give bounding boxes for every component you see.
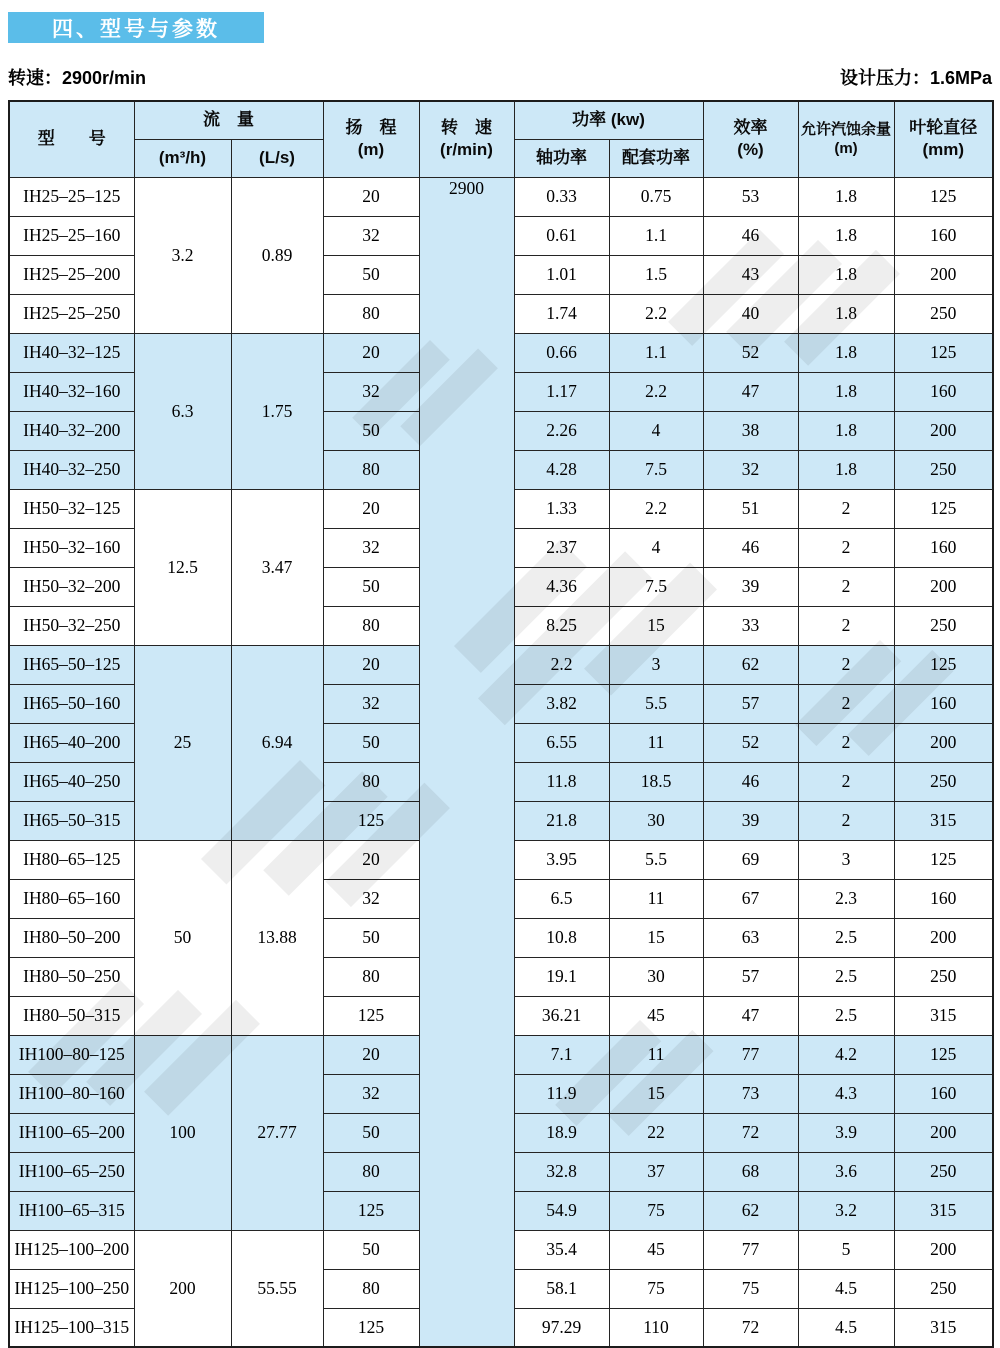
motor-power-cell: 11: [609, 1035, 703, 1074]
shaft-power-cell: 11.8: [514, 762, 609, 801]
shaft-power-cell: 58.1: [514, 1269, 609, 1308]
model-cell: IH40–32–200: [9, 411, 134, 450]
impeller-cell: 160: [894, 528, 993, 567]
head-cell: 125: [323, 801, 419, 840]
head-cell: 80: [323, 294, 419, 333]
npsh-unit: (m): [834, 140, 858, 158]
impeller-cell: 160: [894, 879, 993, 918]
head-cell: 50: [323, 723, 419, 762]
motor-power-cell: 2.2: [609, 489, 703, 528]
npsh-cell: 4.5: [798, 1308, 894, 1347]
head-cell: 125: [323, 996, 419, 1035]
head-cell: 20: [323, 1035, 419, 1074]
head-cell: 32: [323, 372, 419, 411]
shaft-power-cell: 4.28: [514, 450, 609, 489]
speed-cell: 2900: [419, 177, 514, 1347]
model-cell: IH40–32–250: [9, 450, 134, 489]
motor-power-cell: 7.5: [609, 567, 703, 606]
model-cell: IH50–32–125: [9, 489, 134, 528]
col-header-impeller: [894, 101, 993, 177]
head-cell: 32: [323, 528, 419, 567]
col-header-npsh: [798, 101, 894, 177]
impeller-cell: 250: [894, 1152, 993, 1191]
motor-power-cell: 3: [609, 645, 703, 684]
head-cell: 20: [323, 333, 419, 372]
shaft-power-cell: 18.9: [514, 1113, 609, 1152]
motor-power-cell: 45: [609, 1230, 703, 1269]
efficiency-cell: 62: [703, 645, 798, 684]
efficiency-cell: 39: [703, 567, 798, 606]
efficiency-cell: 47: [703, 372, 798, 411]
efficiency-cell: 63: [703, 918, 798, 957]
motor-power-cell: 11: [609, 723, 703, 762]
shaft-power-cell: 4.36: [514, 567, 609, 606]
efficiency-cell: 67: [703, 879, 798, 918]
flow-ls-cell: 55.55: [231, 1230, 323, 1347]
model-cell: IH25–25–250: [9, 294, 134, 333]
model-cell: IH80–65–125: [9, 840, 134, 879]
efficiency-cell: 57: [703, 684, 798, 723]
motor-power-cell: 11: [609, 879, 703, 918]
section-banner: [8, 12, 264, 43]
head-cell: 80: [323, 1152, 419, 1191]
npsh-cell: 2: [798, 489, 894, 528]
model-cell: IH80–50–200: [9, 918, 134, 957]
impeller-cell: 315: [894, 996, 993, 1035]
impeller-cell: 200: [894, 411, 993, 450]
npsh-cell: 3.2: [798, 1191, 894, 1230]
model-cell: IH40–32–125: [9, 333, 134, 372]
head-cell: 50: [323, 411, 419, 450]
model-cell: IH125–100–250: [9, 1269, 134, 1308]
shaft-power-cell: 6.5: [514, 879, 609, 918]
npsh-cell: 4.2: [798, 1035, 894, 1074]
motor-power-cell: 30: [609, 957, 703, 996]
efficiency-cell: 40: [703, 294, 798, 333]
flow-m3h-cell: 12.5: [134, 489, 231, 645]
shaft-power-cell: 21.8: [514, 801, 609, 840]
motor-power-cell: 1.1: [609, 333, 703, 372]
npsh-cell: 4.3: [798, 1074, 894, 1113]
motor-power-cell: 30: [609, 801, 703, 840]
efficiency-cell: 52: [703, 333, 798, 372]
motor-power-cell: 45: [609, 996, 703, 1035]
npsh-cell: 2: [798, 684, 894, 723]
motor-power-cell: 1.5: [609, 255, 703, 294]
impeller-cell: 160: [894, 372, 993, 411]
shaft-power-cell: 2.37: [514, 528, 609, 567]
efficiency-cell: 43: [703, 255, 798, 294]
motor-power-cell: 18.5: [609, 762, 703, 801]
npsh-cell: 4.5: [798, 1269, 894, 1308]
rated-speed-note: 转速：2900r/min: [8, 68, 147, 88]
npsh-cell: 1.8: [798, 294, 894, 333]
motor-power-cell: 4: [609, 528, 703, 567]
flow-m3h-cell: 25: [134, 645, 231, 840]
npsh-cell: 5: [798, 1230, 894, 1269]
impeller-cell: 315: [894, 801, 993, 840]
head-cell: 50: [323, 1113, 419, 1152]
efficiency-cell: 73: [703, 1074, 798, 1113]
npsh-cell: 3: [798, 840, 894, 879]
flow-m3h-cell: 200: [134, 1230, 231, 1347]
model-cell: IH50–32–160: [9, 528, 134, 567]
efficiency-unit: (%): [737, 140, 764, 160]
efficiency-cell: 72: [703, 1113, 798, 1152]
impeller-cell: 125: [894, 840, 993, 879]
motor-power-cell: 15: [609, 918, 703, 957]
col-header-flow-ls: (L/s): [231, 139, 323, 177]
efficiency-cell: 57: [703, 957, 798, 996]
efficiency-cell: 46: [703, 528, 798, 567]
flow-ls-cell: 13.88: [231, 840, 323, 1035]
motor-power-cell: 15: [609, 606, 703, 645]
model-cell: IH100–65–250: [9, 1152, 134, 1191]
model-cell: IH25–25–125: [9, 177, 134, 216]
motor-power-cell: 110: [609, 1308, 703, 1347]
npsh-cell: 2.5: [798, 957, 894, 996]
impeller-cell: 125: [894, 177, 993, 216]
shaft-power-cell: 36.21: [514, 996, 609, 1035]
npsh-cell: 1.8: [798, 255, 894, 294]
impeller-cell: 125: [894, 645, 993, 684]
model-cell: IH100–80–125: [9, 1035, 134, 1074]
motor-power-cell: 75: [609, 1191, 703, 1230]
shaft-power-cell: 1.01: [514, 255, 609, 294]
model-cell: IH100–65–200: [9, 1113, 134, 1152]
head-cell: 20: [323, 489, 419, 528]
efficiency-cell: 53: [703, 177, 798, 216]
efficiency-cell: 47: [703, 996, 798, 1035]
impeller-label: 叶轮直径: [909, 118, 978, 138]
flow-ls-cell: 1.75: [231, 333, 323, 489]
head-cell: 20: [323, 645, 419, 684]
model-cell: IH50–32–200: [9, 567, 134, 606]
head-unit: (m): [357, 140, 385, 160]
shaft-power-cell: 54.9: [514, 1191, 609, 1230]
npsh-cell: 2.5: [798, 996, 894, 1035]
motor-power-cell: 5.5: [609, 684, 703, 723]
model-cell: IH65–50–315: [9, 801, 134, 840]
shaft-power-cell: 1.74: [514, 294, 609, 333]
npsh-cell: 2: [798, 567, 894, 606]
model-cell: IH65–40–250: [9, 762, 134, 801]
shaft-power-cell: 3.95: [514, 840, 609, 879]
head-cell: 50: [323, 1230, 419, 1269]
head-cell: 50: [323, 918, 419, 957]
motor-power-cell: 0.75: [609, 177, 703, 216]
flow-ls-cell: 6.94: [231, 645, 323, 840]
shaft-power-cell: 0.66: [514, 333, 609, 372]
model-cell: IH50–32–250: [9, 606, 134, 645]
impeller-unit: (mm): [922, 140, 965, 160]
header-row-1: [9, 101, 993, 139]
head-cell: 125: [323, 1191, 419, 1230]
impeller-cell: 200: [894, 1230, 993, 1269]
speed-unit: (r/min): [440, 140, 493, 160]
impeller-cell: 250: [894, 762, 993, 801]
shaft-power-cell: 10.8: [514, 918, 609, 957]
head-cell: 32: [323, 216, 419, 255]
motor-power-cell: 37: [609, 1152, 703, 1191]
meta-line: [8, 64, 992, 90]
impeller-cell: 250: [894, 606, 993, 645]
efficiency-cell: 62: [703, 1191, 798, 1230]
model-cell: IH100–65–315: [9, 1191, 134, 1230]
shaft-power-cell: 6.55: [514, 723, 609, 762]
col-header-power: 功率 (kw): [514, 101, 703, 139]
table-row: [9, 177, 993, 216]
impeller-cell: 250: [894, 957, 993, 996]
model-cell: IH25–25–200: [9, 255, 134, 294]
head-cell: 32: [323, 684, 419, 723]
col-header-head: [323, 101, 419, 177]
flow-m3h-cell: 100: [134, 1035, 231, 1230]
impeller-cell: 200: [894, 567, 993, 606]
efficiency-cell: 77: [703, 1035, 798, 1074]
npsh-cell: 3.6: [798, 1152, 894, 1191]
model-cell: IH40–32–160: [9, 372, 134, 411]
model-cell: IH25–25–160: [9, 216, 134, 255]
npsh-cell: 1.8: [798, 411, 894, 450]
shaft-power-cell: 7.1: [514, 1035, 609, 1074]
model-cell: IH80–50–250: [9, 957, 134, 996]
npsh-cell: 2: [798, 528, 894, 567]
npsh-cell: 2.5: [798, 918, 894, 957]
npsh-cell: 2: [798, 606, 894, 645]
flow-m3h-cell: 50: [134, 840, 231, 1035]
model-cell: IH125–100–315: [9, 1308, 134, 1347]
head-cell: 80: [323, 450, 419, 489]
efficiency-cell: 32: [703, 450, 798, 489]
head-cell: 80: [323, 606, 419, 645]
impeller-cell: 250: [894, 294, 993, 333]
impeller-cell: 315: [894, 1308, 993, 1347]
npsh-cell: 2: [798, 723, 894, 762]
shaft-power-cell: 11.9: [514, 1074, 609, 1113]
shaft-power-cell: 0.61: [514, 216, 609, 255]
head-cell: 80: [323, 957, 419, 996]
parameters-table: [8, 100, 994, 1348]
flow-ls-cell: 3.47: [231, 489, 323, 645]
head-cell: 20: [323, 840, 419, 879]
table-body: [9, 177, 993, 1347]
impeller-cell: 160: [894, 684, 993, 723]
motor-power-cell: 15: [609, 1074, 703, 1113]
impeller-cell: 315: [894, 1191, 993, 1230]
speed-label: 转 速: [441, 118, 492, 138]
model-cell: IH125–100–200: [9, 1230, 134, 1269]
head-cell: 80: [323, 762, 419, 801]
col-header-model: 型 号: [9, 101, 134, 177]
col-header-flow-m3h: (m³/h): [134, 139, 231, 177]
model-cell: IH65–50–125: [9, 645, 134, 684]
col-header-efficiency: [703, 101, 798, 177]
section-title: 四、型号与参数: [52, 17, 220, 41]
npsh-cell: 3.9: [798, 1113, 894, 1152]
efficiency-cell: 51: [703, 489, 798, 528]
efficiency-cell: 68: [703, 1152, 798, 1191]
npsh-cell: 1.8: [798, 177, 894, 216]
table-header: [9, 101, 993, 177]
head-cell: 50: [323, 255, 419, 294]
efficiency-cell: 38: [703, 411, 798, 450]
impeller-cell: 200: [894, 918, 993, 957]
motor-power-cell: 5.5: [609, 840, 703, 879]
shaft-power-cell: 97.29: [514, 1308, 609, 1347]
npsh-cell: 1.8: [798, 372, 894, 411]
impeller-cell: 160: [894, 1074, 993, 1113]
design-pressure-note: 设计压力：1.6MPa: [839, 68, 992, 88]
head-cell: 20: [323, 177, 419, 216]
flow-ls-cell: 27.77: [231, 1035, 323, 1230]
model-cell: IH100–80–160: [9, 1074, 134, 1113]
impeller-cell: 200: [894, 723, 993, 762]
model-cell: IH80–50–315: [9, 996, 134, 1035]
head-cell: 32: [323, 879, 419, 918]
impeller-cell: 125: [894, 489, 993, 528]
col-header-motor-power: 配套功率: [609, 139, 703, 177]
model-cell: IH80–65–160: [9, 879, 134, 918]
efficiency-cell: 33: [703, 606, 798, 645]
shaft-power-cell: 0.33: [514, 177, 609, 216]
impeller-cell: 200: [894, 255, 993, 294]
col-header-speed: [419, 101, 514, 177]
model-cell: IH65–50–160: [9, 684, 134, 723]
motor-power-cell: 22: [609, 1113, 703, 1152]
model-cell: IH65–40–200: [9, 723, 134, 762]
efficiency-cell: 75: [703, 1269, 798, 1308]
head-cell: 80: [323, 1269, 419, 1308]
shaft-power-cell: 1.17: [514, 372, 609, 411]
efficiency-cell: 39: [703, 801, 798, 840]
npsh-cell: 1.8: [798, 450, 894, 489]
impeller-cell: 125: [894, 333, 993, 372]
efficiency-cell: 52: [703, 723, 798, 762]
col-header-shaft-power: 轴功率: [514, 139, 609, 177]
motor-power-cell: 2.2: [609, 294, 703, 333]
motor-power-cell: 2.2: [609, 372, 703, 411]
head-cell: 125: [323, 1308, 419, 1347]
head-cell: 32: [323, 1074, 419, 1113]
npsh-cell: 2: [798, 645, 894, 684]
npsh-cell: 2: [798, 762, 894, 801]
head-label: 扬 程: [345, 118, 397, 138]
flow-m3h-cell: 6.3: [134, 333, 231, 489]
motor-power-cell: 75: [609, 1269, 703, 1308]
impeller-cell: 200: [894, 1113, 993, 1152]
impeller-cell: 250: [894, 450, 993, 489]
motor-power-cell: 4: [609, 411, 703, 450]
impeller-cell: 125: [894, 1035, 993, 1074]
efficiency-cell: 77: [703, 1230, 798, 1269]
efficiency-cell: 69: [703, 840, 798, 879]
shaft-power-cell: 32.8: [514, 1152, 609, 1191]
shaft-power-cell: 19.1: [514, 957, 609, 996]
motor-power-cell: 1.1: [609, 216, 703, 255]
shaft-power-cell: 3.82: [514, 684, 609, 723]
head-cell: 50: [323, 567, 419, 606]
npsh-cell: 1.8: [798, 216, 894, 255]
efficiency-cell: 72: [703, 1308, 798, 1347]
shaft-power-cell: 2.2: [514, 645, 609, 684]
efficiency-cell: 46: [703, 762, 798, 801]
flow-m3h-cell: 3.2: [134, 177, 231, 333]
impeller-cell: 250: [894, 1269, 993, 1308]
npsh-cell: 1.8: [798, 333, 894, 372]
flow-ls-cell: 0.89: [231, 177, 323, 333]
npsh-cell: 2: [798, 801, 894, 840]
efficiency-label: 效率: [733, 118, 768, 138]
shaft-power-cell: 1.33: [514, 489, 609, 528]
shaft-power-cell: 35.4: [514, 1230, 609, 1269]
motor-power-cell: 7.5: [609, 450, 703, 489]
shaft-power-cell: 8.25: [514, 606, 609, 645]
impeller-cell: 160: [894, 216, 993, 255]
npsh-label: 允许汽蚀余量: [801, 120, 892, 138]
shaft-power-cell: 2.26: [514, 411, 609, 450]
col-header-flow: 流 量: [134, 101, 323, 139]
efficiency-cell: 46: [703, 216, 798, 255]
npsh-cell: 2.3: [798, 879, 894, 918]
